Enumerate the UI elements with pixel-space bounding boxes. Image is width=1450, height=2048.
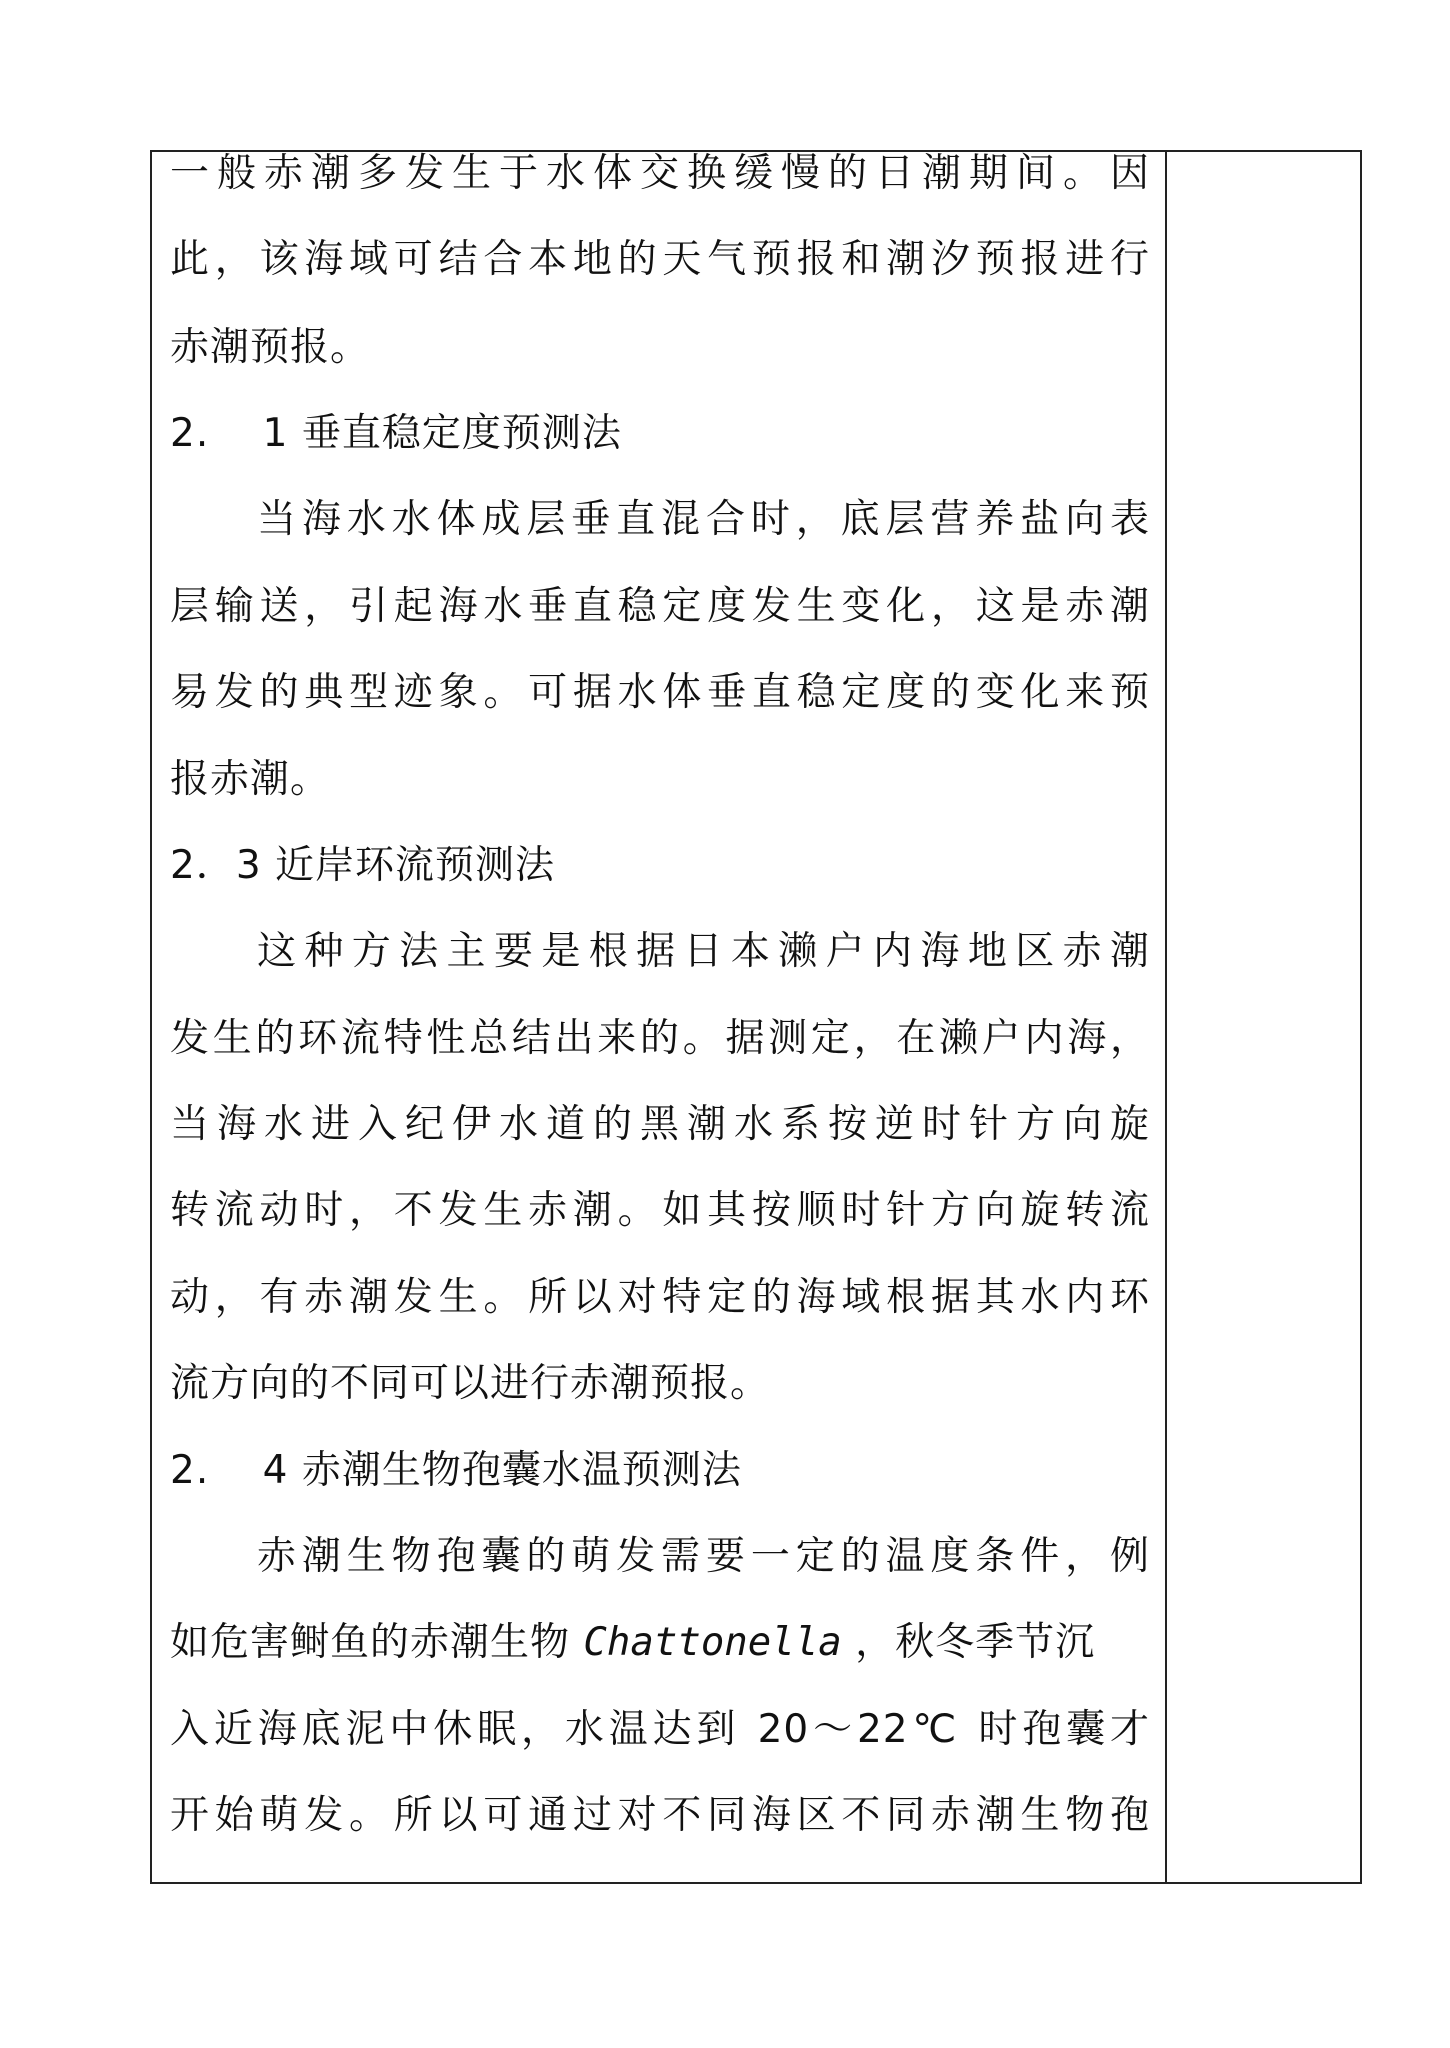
text-line: 此，该海域可结合本地的天气预报和潮汐预报进行: [170, 237, 1150, 282]
text-line: 流方向的不同可以进行赤潮预报。: [170, 1361, 771, 1406]
species-name: Chattonella: [583, 1620, 842, 1665]
text-line: 层输送，引起海水垂直稳定度发生变化，这是赤潮: [170, 584, 1150, 629]
text-line: 转流动时，不发生赤潮。如其按顺时针方向旋转流: [170, 1188, 1150, 1233]
text-line: 入近海底泥中休眠，水温达到 20～22℃ 时孢囊才: [170, 1707, 1150, 1752]
text-line: 发生的环流特性总结出来的。据测定，在濑户内海，: [170, 1016, 1150, 1061]
text-line: 开始萌发。所以可通过对不同海区不同赤潮生物孢: [170, 1793, 1150, 1838]
text-line: 赤潮预报。: [170, 325, 371, 370]
text-line: 当海水进入纪伊水道的黑潮水系按逆时针方向旋: [170, 1102, 1150, 1147]
section-heading-2-3: 2．3 近岸环流预测法: [170, 843, 556, 888]
text-line: 这种方法主要是根据日本濑户内海地区赤潮: [257, 929, 1150, 974]
side-column: [1167, 152, 1360, 1882]
text-line: [170, 1619, 1150, 1667]
text-line: 一般赤潮多发生于水体交换缓慢的日潮期间。因: [170, 151, 1150, 196]
text-segment: ，秋冬季节沉: [855, 1620, 1096, 1665]
text-line: 易发的典型迹象。可据水体垂直稳定度的变化来预: [170, 670, 1150, 715]
text-line: 动，有赤潮发生。所以对特定的海域根据其水内环: [170, 1275, 1150, 1320]
section-heading-2-1: 2. 1 垂直稳定度预测法: [170, 411, 622, 456]
section-heading-2-4: 2. 4 赤潮生物孢囊水温预测法: [170, 1448, 742, 1493]
text-line: 当海水水体成层垂直混合时，底层营养盐向表: [257, 497, 1150, 542]
document-table: [150, 150, 1362, 1884]
text-line: 赤潮生物孢囊的萌发需要一定的温度条件，例: [257, 1534, 1150, 1579]
text-line: 报赤潮。: [170, 757, 331, 802]
content-column: [152, 152, 1167, 1882]
text-segment: 如危害鲥鱼的赤潮生物: [170, 1620, 571, 1665]
